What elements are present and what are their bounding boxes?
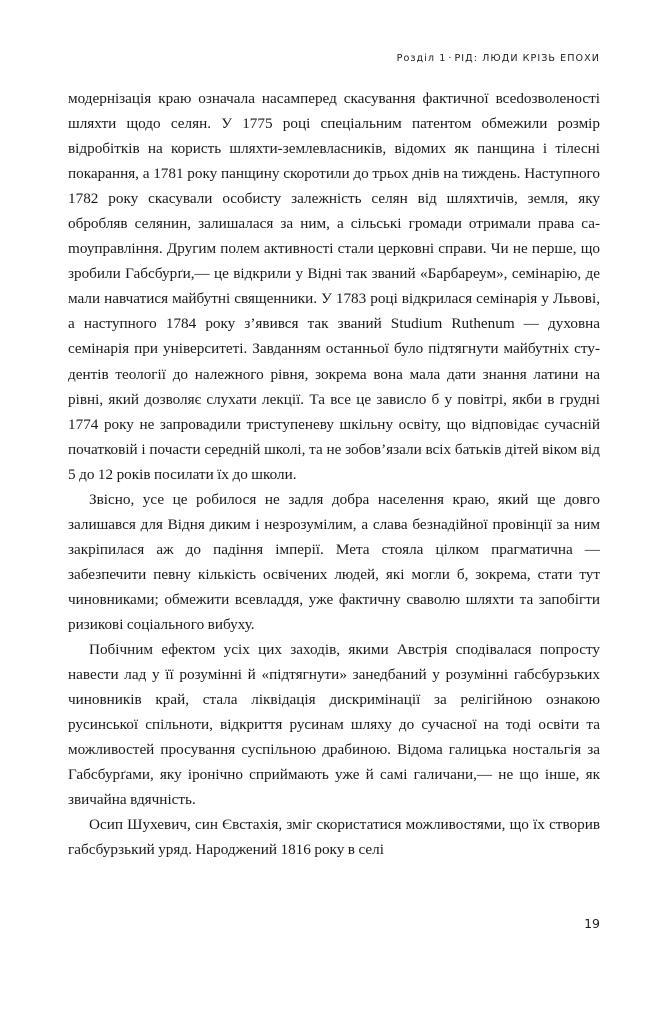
paragraph: Побічним ефектом усіх цих заходів, якими Австрія сподівалася попросту навести лад у її розумінні й «підтягнути» занедбаний у розумінні габсбурзьких чиновників край, стала ліквідація дискримінації за релігійною ознакою русинської спільноти, відкриття русинам шляху до сучасної на тоді освіти та можливостей просування суспільною драбиною. Відома галицька ностальгія за Габсбурґами, яку іронічно сприймають уже й самі галичани,— не що інше, як звичайна вдячність. — [68, 641, 600, 809]
running-head — [68, 54, 600, 64]
paragraph: модернізація краю означала насамперед скасування фактичної всеdозволеності шляхти щодо селян. У 1775 році спеціальним патентом обмежили розмір відробітків на користь шляхти-землевласників, відомих як панщина і тілесні покарання, а 1781 року панщину скоротили до трьох днів на тиждень. Наступного 1782 року скасували особисту залежність селян від шляхтичів, земля, яку обробляв селянин, залишалася за ним, а сільські громади отримали права саmоуправління. Другим полем активності стали церковні справи. Чи не перше, що зробили Габсбурґи,— це відкрили у Відні так званий «Барбареум», семінарію, де мали навчатися майбутні священники. У 1783 році відкрилася семінарія у Львові, а наступного 1784 року з’явився так званий Studium Ruthenum — духовна семінарія при університеті. Завданням останньої було підтягнути майбутніх студентів теології до належного рівня, зокрема вона мала дати знання латини на рівні, який дозволяє слухати лекції. Та все це зависло б у повітрі, якби в грудні 1774 року не запровадили триступеневу шкільну освіту, що відповідає сучасній початковій і почасти середній школі, та не зобов’язали всіх батьків дітей віком від 5 до 12 років посилати їх до школи. — [68, 90, 600, 483]
running-head-chapter-title: РІД: ЛЮДИ КРІЗЬ ЕПОХИ — [454, 53, 600, 64]
page-number: 19 — [584, 916, 600, 931]
paragraph: Звісно, усе це робилося не задля добра населення краю, який ще довго залишався для Відня диким і незрозумілим, а слава безнадійної провінції за ним закріпилася аж до падіння імперії. Мета стояла цілком прагматична — забезпечити певну кількість освічених людей, які могли б, зокрема, стати тут чиновниками; обмежити всевладдя, уже фактичну сваволю шляхти та запобігти ризикові соціального вибуху. — [68, 490, 600, 633]
running-head-chapter-label: Розділ 1 — [396, 53, 447, 64]
running-head-separator: · — [448, 53, 453, 64]
body-text — [68, 86, 600, 862]
paragraph: Осип Шухевич, син Євстахія, зміг скористатися можливостями, що їх створив габсбурзький уряд. Народжений 1816 року в селі — [68, 816, 600, 859]
